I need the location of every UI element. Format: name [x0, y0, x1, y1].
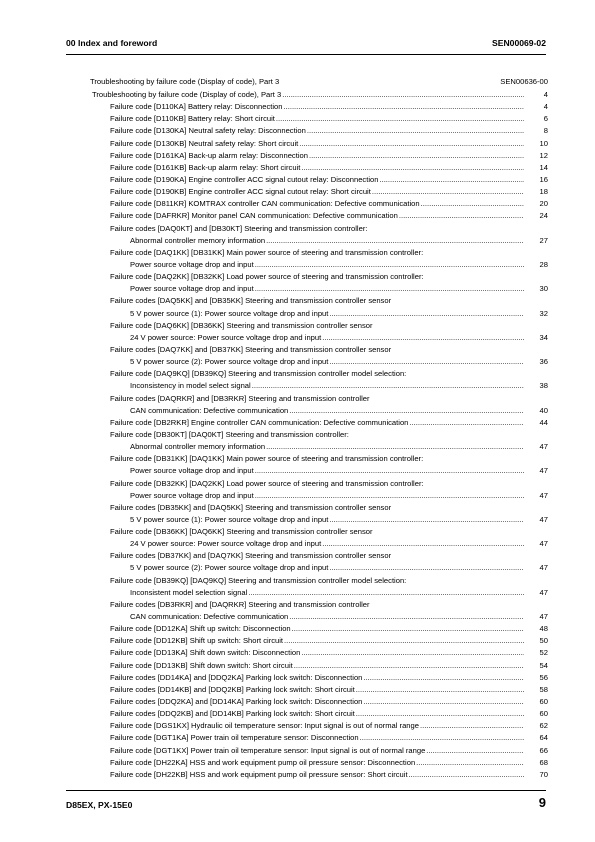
toc-entry-body — [110, 368, 524, 380]
toc-entry-text: Failure codes [DAQ5KK] and [DB35KK] Steering and transmission controller sensor — [110, 296, 392, 306]
toc-entry-body — [130, 332, 524, 344]
toc-page-number: 47 — [539, 514, 548, 524]
toc-page-number: 47 — [539, 539, 548, 549]
toc-page-number: 32 — [539, 308, 548, 318]
toc-entry-text: Troubleshooting by failure code (Display of code), Part 3 — [92, 90, 282, 99]
toc-entry[interactable] — [90, 259, 548, 271]
toc-leader-dots — [421, 198, 524, 210]
toc-entry-text: Failure code [D130KA] Neutral safety relay: Disconnection — [110, 126, 306, 136]
toc-entry-text: Failure code [DD13KB] Shift down switch: Short circuit — [110, 660, 293, 670]
toc-leader-dots — [282, 89, 524, 101]
toc-entry[interactable] — [90, 660, 548, 672]
toc-page-number: 70 — [539, 769, 548, 779]
toc-entry-body — [110, 150, 524, 162]
toc-page-number: 18 — [539, 187, 548, 197]
toc-entry-body — [110, 393, 524, 405]
toc-entry-body — [110, 623, 524, 635]
toc-leader-dots — [255, 465, 524, 477]
toc-entry-body — [110, 125, 524, 137]
toc-leader-dots — [284, 635, 524, 647]
toc-leader-dots — [416, 757, 524, 769]
toc-page-number: 47 — [539, 442, 548, 452]
header-rule — [66, 54, 546, 55]
toc-entry[interactable] — [90, 635, 548, 647]
toc-entry-text: Failure code [DGT1KA] Power train oil temperature sensor: Disconnection — [110, 733, 359, 743]
toc-entry-body — [110, 660, 524, 672]
toc-entry[interactable] — [90, 453, 548, 465]
toc-entry-body — [110, 162, 524, 174]
toc-entry[interactable] — [90, 502, 548, 514]
toc-leader-dots — [255, 259, 524, 271]
toc-entry-body — [130, 587, 524, 599]
toc-entry-text: Failure code [D161KB] Back-up alarm relay: Short circuit — [110, 162, 301, 172]
toc-entry[interactable] — [90, 380, 548, 392]
toc-entry-text: Failure code [DD13KA] Shift down switch: Disconnection — [110, 648, 301, 658]
toc-entry[interactable] — [90, 599, 548, 611]
toc-entry-body — [110, 757, 524, 769]
toc-entry[interactable] — [90, 210, 548, 222]
toc-leader-dots — [309, 150, 524, 162]
toc-leader-dots — [292, 623, 524, 635]
toc-leader-dots — [284, 101, 525, 113]
toc-entry[interactable] — [90, 283, 548, 295]
toc-entry-body — [130, 283, 524, 295]
toc-entry-text: Failure code [D190KB] Engine controller ACC signal cutout relay: Short circuit — [110, 187, 371, 197]
toc-page-number: 52 — [539, 648, 548, 658]
toc-page-number: 4 — [543, 102, 548, 112]
toc-entry[interactable] — [90, 514, 548, 526]
toc-entry-body — [110, 320, 524, 332]
toc-page-number: 48 — [539, 624, 548, 634]
toc-section-code: SEN00636-00 — [500, 77, 548, 86]
toc-page-number: 28 — [539, 259, 548, 269]
toc-entry[interactable] — [90, 587, 548, 599]
toc-leader-dots — [301, 647, 524, 659]
toc-entry-text: Failure code [D110KB] Battery relay: Short circuit — [110, 114, 275, 124]
toc-entry-text: Failure code [D110KA] Battery relay: Disconnection — [110, 102, 283, 112]
toc-entry-body — [110, 684, 524, 696]
toc-leader-dots — [356, 708, 524, 720]
toc-page-number: 50 — [539, 636, 548, 646]
toc-entry-body — [110, 198, 524, 210]
toc-page-number: 60 — [539, 697, 548, 707]
toc-entry[interactable] — [90, 235, 548, 247]
toc-entry-body — [130, 405, 524, 417]
toc-entry[interactable] — [90, 162, 548, 174]
toc-entry-text: Power source voltage drop and input — [130, 284, 254, 294]
toc-entry-text: Failure codes [DAQRKR] and [DB3RKR] Steering and transmission controller — [110, 393, 370, 403]
toc-entry-text: Failure code [DB36KK] [DAQ6KK] Steering and transmission controller sensor — [110, 527, 373, 537]
toc-entry[interactable] — [90, 138, 548, 150]
toc-entry[interactable] — [90, 538, 548, 550]
toc-entry[interactable] — [90, 368, 548, 380]
toc-entry-text: 5 V power source (2): Power source voltage drop and input — [130, 563, 329, 573]
toc-entry[interactable] — [90, 113, 548, 125]
toc-entry-text: Power source voltage drop and input — [130, 259, 254, 269]
toc-entry-body — [110, 502, 524, 514]
toc-entry-body — [110, 550, 524, 562]
toc-entry-text: Failure code [D190KA] Engine controller ACC signal cutout relay: Disconnection — [110, 174, 379, 184]
toc-entry[interactable] — [90, 125, 548, 137]
toc-entry[interactable] — [90, 332, 548, 344]
toc-leader-dots — [329, 356, 524, 368]
page-number: 9 — [538, 795, 546, 810]
toc-page-number: 68 — [539, 757, 548, 767]
toc-leader-dots — [329, 514, 524, 526]
toc-page-number: 62 — [539, 721, 548, 731]
toc-entry-text: Failure codes [DAQ0KT] and [DB30KT] Steering and transmission controller: — [110, 223, 368, 233]
toc-entry-text: Failure code [DD12KA] Shift up switch: Disconnection — [110, 624, 291, 634]
toc-page-number: 24 — [539, 211, 548, 221]
toc-leader-dots — [426, 745, 524, 757]
toc-entry-body — [110, 344, 524, 356]
toc-entry-body — [92, 89, 524, 101]
toc-entry[interactable] — [90, 320, 548, 332]
toc-entry-text: Failure code [DH22KB] HSS and work equipment pump oil pressure sensor: Short circuit — [110, 769, 408, 779]
toc-entry-text: 5 V power source (1): Power source voltage drop and input — [130, 514, 329, 524]
toc-leader-dots — [248, 587, 524, 599]
toc-entry[interactable] — [90, 611, 548, 623]
toc-entry-text: Failure codes [DD14KA] and [DDQ2KA] Parking lock switch: Disconnection — [110, 672, 363, 682]
toc-entry[interactable] — [90, 757, 548, 769]
toc-page-number: 14 — [539, 162, 548, 172]
toc-section-heading — [90, 77, 548, 89]
toc-entry-text: Failure code [DH22KA] HSS and work equipment pump oil pressure sensor: Disconnection — [110, 757, 416, 767]
toc-leader-dots — [360, 732, 524, 744]
toc-entry-body — [110, 138, 524, 150]
toc-leader-dots — [329, 562, 524, 574]
section-name: 00 Index and foreword — [66, 38, 158, 48]
toc-entry[interactable] — [90, 745, 548, 757]
toc-leader-dots — [255, 283, 524, 295]
toc-entry-body — [110, 769, 524, 781]
toc-page-number: 36 — [539, 357, 548, 367]
toc-list — [90, 89, 548, 781]
toc-entry-text: Power source voltage drop and input — [130, 466, 254, 476]
toc-entry-body — [110, 526, 524, 538]
toc-entry-text: Failure code [DB31KK] [DAQ1KK] Main power source of steering and transmission controller: — [110, 454, 424, 464]
toc-entry[interactable] — [90, 732, 548, 744]
toc-leader-dots — [307, 125, 524, 137]
toc-entry-body — [110, 720, 524, 732]
toc-page-number: 34 — [539, 332, 548, 342]
page-footer — [66, 795, 546, 815]
toc-entry-text: Inconsistent model selection signal — [130, 587, 248, 597]
toc-entry[interactable] — [90, 720, 548, 732]
toc-leader-dots — [322, 538, 524, 550]
toc-entry-body — [110, 635, 524, 647]
toc-entry-text: Failure code [DAQ6KK] [DB36KK] Steering and transmission controller sensor — [110, 320, 373, 330]
toc-entry[interactable] — [90, 490, 548, 502]
toc-page-number: 27 — [539, 235, 548, 245]
toc-entry-body — [110, 101, 524, 113]
toc-entry-body — [110, 223, 524, 235]
toc-page-number: 16 — [539, 174, 548, 184]
toc-entry-body — [110, 672, 524, 684]
toc-entry[interactable] — [90, 684, 548, 696]
toc-leader-dots — [266, 235, 524, 247]
toc-entry-text: Failure codes [DD14KB] and [DDQ2KB] Parking lock switch: Short circuit — [110, 684, 355, 694]
toc-entry-body — [130, 514, 524, 526]
toc-leader-dots — [409, 769, 524, 781]
toc-entry[interactable] — [90, 405, 548, 417]
toc-leader-dots — [252, 380, 524, 392]
toc-entry[interactable] — [90, 562, 548, 574]
toc-entry-body — [110, 429, 524, 441]
toc-entry-body — [110, 745, 524, 757]
toc-page-number: 4 — [543, 90, 548, 99]
toc-entry[interactable] — [90, 465, 548, 477]
toc-entry-text: 24 V power source: Power source voltage drop and input — [130, 332, 322, 342]
toc-entry[interactable] — [90, 150, 548, 162]
toc-entry[interactable] — [90, 101, 548, 113]
toc-page-number: 47 — [539, 563, 548, 573]
toc-entry-body — [110, 295, 524, 307]
toc-page-number: 20 — [539, 199, 548, 209]
toc-entry[interactable] — [90, 356, 548, 368]
page-header — [66, 38, 546, 52]
toc-leader-dots — [322, 332, 524, 344]
toc-entry-body — [110, 247, 524, 259]
toc-entry-text: Abnormal controller memory information — [130, 235, 266, 245]
toc-entry-body — [130, 611, 524, 623]
toc-entry[interactable] — [90, 89, 548, 101]
toc-entry-body — [110, 210, 524, 222]
toc-entry-body — [130, 465, 524, 477]
toc-entry-body — [110, 271, 524, 283]
toc-entry-body — [130, 356, 524, 368]
toc-leader-dots — [255, 490, 524, 502]
toc-page-number: 58 — [539, 684, 548, 694]
toc-entry-text: Failure codes [DDQ2KB] and [DD14KB] Parking lock switch: Short circuit — [110, 709, 355, 719]
toc-leader-dots — [363, 672, 524, 684]
toc-entry-body — [130, 562, 524, 574]
toc-page-number: 56 — [539, 672, 548, 682]
toc-entry-text: Failure code [DAQ9KQ] [DB39KQ] Steering and transmission controller model selection: — [110, 369, 407, 379]
toc-entry-text: Failure code [DGT1KX] Power train oil temperature sensor: Input signal is out of normal range — [110, 745, 426, 755]
toc-entry-text: Failure code [DAFRKR] Monitor panel CAN communication: Defective communication — [110, 211, 398, 221]
toc-leader-dots — [379, 174, 524, 186]
toc-page-number: 47 — [539, 612, 548, 622]
toc-entry-body — [110, 174, 524, 186]
toc-entry-text: Failure code [D130KB] Neutral safety relay: Short circuit — [110, 138, 299, 148]
toc-entry[interactable] — [90, 526, 548, 538]
toc-entry-body — [130, 235, 524, 247]
toc-page-number: 47 — [539, 466, 548, 476]
toc-entry[interactable] — [90, 308, 548, 320]
toc-entry-text: CAN communication: Defective communication — [130, 612, 289, 622]
toc-leader-dots — [409, 417, 524, 429]
toc-entry-body — [110, 478, 524, 490]
toc-section-title: Troubleshooting by failure code (Display of code), Part 3 — [90, 77, 280, 86]
toc-entry-text: Power source voltage drop and input — [130, 490, 254, 500]
toc-entry[interactable] — [90, 623, 548, 635]
toc-entry[interactable] — [90, 441, 548, 453]
document-code: SEN00069-02 — [492, 38, 546, 48]
toc-leader-dots — [329, 308, 524, 320]
toc-leader-dots — [363, 696, 524, 708]
machine-model: D85EX, PX-15E0 — [66, 800, 133, 810]
toc-leader-dots — [399, 210, 524, 222]
toc-leader-dots — [294, 660, 524, 672]
toc-page-number: 54 — [539, 660, 548, 670]
toc-entry-text: Failure code [D161KA] Back-up alarm relay: Disconnection — [110, 150, 308, 160]
toc-entry-body — [110, 599, 524, 611]
toc-entry-text: 5 V power source (1): Power source voltage drop and input — [130, 308, 329, 318]
toc-entry-text: Failure code [DB32KK] [DAQ2KK] Load power source of steering and transmission controller: — [110, 478, 424, 488]
toc-entry[interactable] — [90, 417, 548, 429]
toc-entry[interactable] — [90, 429, 548, 441]
toc-entry-text: Failure code [DB39KQ] [DAQ9KQ] Steering and transmission controller model selection: — [110, 575, 407, 585]
toc-entry-text: 24 V power source: Power source voltage drop and input — [130, 539, 322, 549]
toc-entry[interactable] — [90, 575, 548, 587]
toc-page-number: 38 — [539, 381, 548, 391]
toc-leader-dots — [289, 611, 524, 623]
toc-entry-body — [130, 259, 524, 271]
toc-entry-body — [110, 647, 524, 659]
toc-entry[interactable] — [90, 223, 548, 235]
toc-entry[interactable] — [90, 708, 548, 720]
toc-page-number: 64 — [539, 733, 548, 743]
footer-rule — [66, 790, 546, 791]
toc-entry[interactable] — [90, 393, 548, 405]
toc-leader-dots — [356, 684, 524, 696]
toc-entry-text: Inconsistency in model select signal — [130, 381, 251, 391]
toc-page-number: 47 — [539, 587, 548, 597]
toc-page-number: 44 — [539, 417, 548, 427]
toc-entry-text: Failure code [DAQ1KK] [DB31KK] Main power source of steering and transmission controller: — [110, 247, 424, 257]
toc-content — [90, 77, 548, 781]
toc-entry-body — [130, 380, 524, 392]
toc-entry-body — [110, 708, 524, 720]
toc-entry-body — [130, 538, 524, 550]
toc-entry-text: Failure code [DGS1KX] Hydraulic oil temperature sensor: Input signal is out of normal range — [110, 721, 419, 731]
toc-page-number: 66 — [539, 745, 548, 755]
toc-entry[interactable] — [90, 174, 548, 186]
toc-page-number: 47 — [539, 490, 548, 500]
toc-entry-body — [110, 417, 524, 429]
toc-leader-dots — [276, 113, 524, 125]
toc-leader-dots — [289, 405, 524, 417]
toc-page-number: 40 — [539, 405, 548, 415]
toc-page-number: 12 — [539, 150, 548, 160]
toc-entry-body — [110, 113, 524, 125]
toc-leader-dots — [372, 186, 524, 198]
toc-entry-body — [130, 490, 524, 502]
toc-entry-body — [110, 732, 524, 744]
toc-leader-dots — [420, 720, 524, 732]
toc-entry-body — [110, 575, 524, 587]
toc-entry[interactable] — [90, 271, 548, 283]
toc-entry[interactable] — [90, 696, 548, 708]
toc-entry-text: Failure code [DB30KT] [DAQ0KT] Steering and transmission controller: — [110, 429, 349, 439]
toc-entry-text: 5 V power source (2): Power source voltage drop and input — [130, 357, 329, 367]
toc-entry[interactable] — [90, 769, 548, 781]
toc-entry-text: Failure codes [DAQ7KK] and [DB37KK] Steering and transmission controller sensor — [110, 344, 392, 354]
toc-entry-text: Failure codes [DDQ2KA] and [DD14KA] Parking lock switch: Disconnection — [110, 697, 363, 707]
toc-entry-text: Failure codes [DB35KK] and [DAQ5KK] Steering and transmission controller sensor — [110, 502, 392, 512]
toc-entry[interactable] — [90, 647, 548, 659]
toc-entry-text: CAN communication: Defective communication — [130, 405, 289, 415]
toc-entry[interactable] — [90, 478, 548, 490]
toc-entry[interactable] — [90, 198, 548, 210]
toc-leader-dots — [266, 441, 524, 453]
toc-page-number: 6 — [543, 114, 548, 124]
toc-entry[interactable] — [90, 672, 548, 684]
toc-entry-body — [130, 441, 524, 453]
toc-entry-text: Abnormal controller memory information — [130, 442, 266, 452]
toc-entry[interactable] — [90, 550, 548, 562]
toc-leader-dots — [301, 162, 524, 174]
toc-entry[interactable] — [90, 344, 548, 356]
toc-entry-text: Failure code [DD12KB] Shift up switch: Short circuit — [110, 636, 284, 646]
toc-entry-text: Failure code [DAQ2KK] [DB32KK] Load power source of steering and transmission controller: — [110, 272, 424, 282]
toc-entry-body — [110, 696, 524, 708]
toc-entry[interactable] — [90, 247, 548, 259]
toc-entry-body — [110, 453, 524, 465]
toc-entry-text: Failure codes [DB3RKR] and [DAQRKR] Steering and transmission controller — [110, 599, 370, 609]
toc-entry-text: Failure codes [DB37KK] and [DAQ7KK] Steering and transmission controller sensor — [110, 551, 392, 561]
toc-entry[interactable] — [90, 186, 548, 198]
toc-page-number: 60 — [539, 709, 548, 719]
toc-page-number: 30 — [539, 284, 548, 294]
toc-entry[interactable] — [90, 295, 548, 307]
toc-leader-dots — [299, 138, 524, 150]
toc-entry-body — [110, 186, 524, 198]
toc-page-number: 10 — [539, 138, 548, 148]
toc-page-number: 8 — [543, 126, 548, 136]
toc-entry-text: Failure code [DB2RKR] Engine controller CAN communication: Defective communication — [110, 417, 409, 427]
toc-entry-body — [130, 308, 524, 320]
toc-entry-text: Failure code [D811KR] KOMTRAX controller CAN communication: Defective communication — [110, 199, 420, 209]
